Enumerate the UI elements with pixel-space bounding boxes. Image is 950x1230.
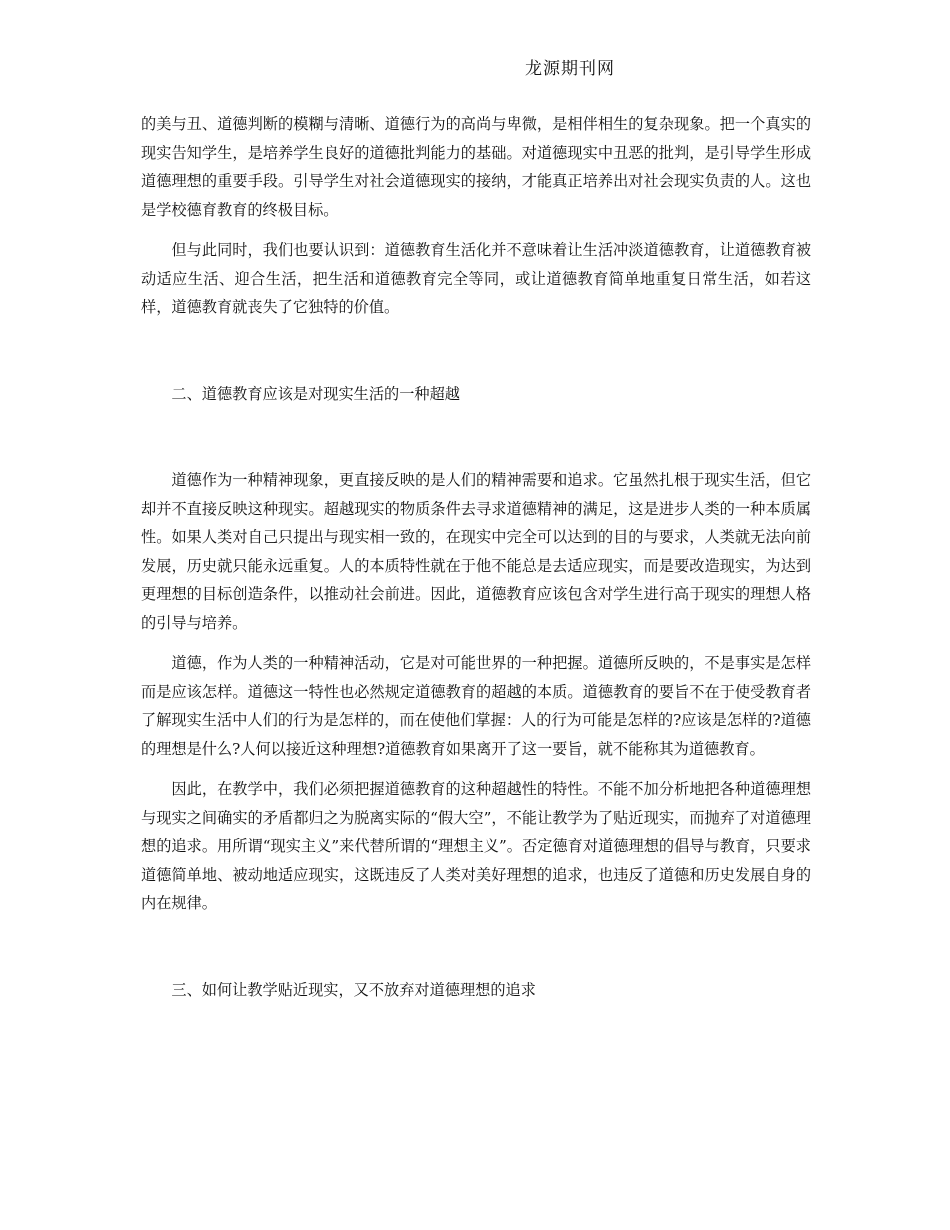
section-heading-3: 三、如何让教学贴近现实，又不放弃对道德理想的追求 [171, 980, 536, 999]
paragraph: 因此，在教学中，我们必须把握道德教育的这种超越性的特性。不能不加分析地把各种道德理想与现实之间确实的矛盾都归之为脱离实际的“假大空”，不能让教学为了贴近现实，而抛弃了对道德理想的追求。用所谓“现实主义”来代替所谓的“理想主义”。否定德育对道德理想的倡导与教育，只要求道德简单地、被动地适应现实，这既违反了人类对美好理想的追求，也违反了道德和历史发展自身的内在规律。 [141, 780, 811, 912]
section-heading-2: 二、道德教育应该是对现实生活的一种超越 [171, 384, 460, 403]
paragraph: 道德作为一种精神现象，更直接反映的是人们的精神需要和追求。它虽然扎根于现实生活，但它却并不直接反映这种现实。超越现实的物质条件去寻求道德精神的满足，这是进步人类的一种本质属性。如果人类对自己只提出与现实相一致的，在现实中完全可以达到的目的与要求，人类就无法向前发展，历史就只能永远重复。人的本质特性就在于他不能总是去适应现实，而是要改造现实，为达到更理想的目标创造条件，以推动社会前进。因此，道德教育应该包含对学生进行高于现实的理想人格的引导与培养。 [141, 471, 811, 632]
paragraph-continuation: 的美与丑、道德判断的模糊与清晰、道德行为的高尚与卑微，是相伴相生的复杂现象。把一个真实的现实告知学生，是培养学生良好的道德批判能力的基础。对道德现实中丑恶的批判，是引导学生形成道德理想的重要手段。引导学生对社会道德现实的接纳，才能真正培养出对社会现实负责的人。这也是学校德育教育的终极目标。 [141, 115, 811, 219]
journal-header [0, 54, 950, 79]
article-body [141, 110, 811, 1004]
paragraph: 但与此同时，我们也要认识到：道德教育生活化并不意味着让生活冲淡道德教育，让道德教育被动适应生活、迎合生活，把生活和道德教育完全等同，或让道德教育简单地重复日常生活，如若这样，道德教育就丧失了它独特的价值。 [141, 241, 811, 316]
paragraph: 道德，作为人类的一种精神活动，它是对可能世界的一种把握。道德所反映的，不是事实是怎样而是应该怎样。道德这一特性也必然规定道德教育的超越的本质。道德教育的要旨不在于使受教育者了解现实生活中人们的行为是怎样的，而在使他们掌握：人的行为可能是怎样的?应该是怎样的?道德的理想是什么?人何以接近这种理想?道德教育如果离开了这一要旨，就不能称其为道德教育。 [141, 654, 811, 758]
journal-title: 龙源期刊网 [525, 59, 615, 79]
